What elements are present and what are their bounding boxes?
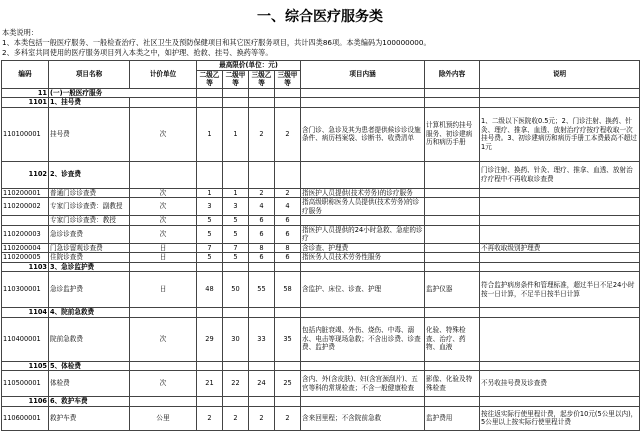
row-name: 1、挂号费 [49, 98, 130, 108]
table-row [2, 406, 640, 430]
row-price: 2 [249, 406, 275, 430]
row-code [2, 216, 49, 226]
row-content: 含门诊、急诊及其为患者提供候诊诊设施条件、病历档案袋、诊断书、收费清单 [301, 107, 425, 161]
table-row [2, 225, 640, 243]
row-name: 急诊监护费 [49, 272, 130, 308]
row-code: 1102 [2, 161, 49, 188]
table-row [2, 272, 640, 308]
row-code: 1106 [2, 397, 49, 407]
row-name: (一)一般医疗服务 [49, 88, 197, 98]
row-code: 1103 [2, 262, 49, 272]
row-name: 3、急诊监护费 [49, 262, 130, 272]
row-exclude: 监护费用 [425, 406, 480, 430]
table-row [2, 243, 640, 253]
row-price: 29 [197, 317, 223, 361]
row-price: 1 [197, 107, 223, 161]
row-code: 110100001 [2, 107, 49, 161]
row-code: 110600001 [2, 406, 49, 430]
row-price: 5 [197, 216, 223, 226]
table-row [2, 216, 640, 226]
row-name: 6、救护车费 [49, 397, 130, 407]
row-price: 35 [275, 317, 301, 361]
row-price: 5 [197, 253, 223, 263]
row-desc: 门诊注射、换药、针灸、理疗、推拿、血透、放射治疗疗程中不再收取诊查费 [480, 161, 640, 188]
row-desc: 不再收取级别护理费 [480, 243, 640, 253]
row-unit: 公里 [130, 406, 197, 430]
row-name: 挂号费 [49, 107, 130, 161]
row-code: 110500001 [2, 371, 49, 397]
header-desc: 说明 [480, 61, 640, 89]
row-code: 11 [2, 88, 49, 98]
row-code: 110300001 [2, 272, 49, 308]
row-code: 110200004 [2, 243, 49, 253]
notes-heading: 本类说明： [2, 28, 38, 37]
row-content: 含监护、床位、诊查、护理 [301, 272, 425, 308]
row-price: 24 [249, 371, 275, 397]
row-content: 包括内脏衰竭、外伤、烧伤、中毒、溺水、电击等现场急救；不含出诊费、诊查费、监护费 [301, 317, 425, 361]
row-price: 4 [275, 198, 301, 216]
section-row [2, 361, 640, 371]
row-code: 110200005 [2, 253, 49, 263]
row-price: 25 [275, 371, 301, 397]
header-unit: 计价单位 [130, 61, 197, 89]
category-row [2, 88, 640, 98]
table-row [2, 198, 640, 216]
row-code: 110200001 [2, 188, 49, 198]
row-desc: 符合监护病房条件和管理标准，超过半日不足24小时按一日计算，不足半日按半日计算 [480, 272, 640, 308]
row-price: 6 [275, 225, 301, 243]
row-price: 3 [197, 198, 223, 216]
table-row [2, 107, 640, 161]
header-grade: 三级乙等 [249, 70, 275, 88]
row-price: 2 [249, 107, 275, 161]
table-row [2, 317, 640, 361]
row-name: 急诊诊查费 [49, 225, 130, 243]
row-price: 4 [249, 198, 275, 216]
row-name: 专家门诊诊查费：教授 [49, 216, 130, 226]
row-price: 5 [223, 253, 249, 263]
row-price: 7 [223, 243, 249, 253]
row-code: 1104 [2, 308, 49, 318]
row-exclude: 化验、特殊检查、治疗、药物、血液 [425, 317, 480, 361]
row-price: 50 [223, 272, 249, 308]
row-price: 6 [275, 253, 301, 263]
row-desc: 1、二级以下医院收0.5元；2、门诊注射、换药、针灸、理疗、推拿、血透、放射治疗疗按疗程收取一次挂号费。3、初诊建病历和病历手册工本费最高不超过1元 [480, 107, 640, 161]
row-name: 专家门诊诊查费：副教授 [49, 198, 130, 216]
row-price: 8 [249, 243, 275, 253]
header-limit: 最高限价(单位：元) [197, 61, 301, 71]
table-row [2, 188, 640, 198]
row-code: 110200002 [2, 198, 49, 216]
row-price: 2 [197, 406, 223, 430]
row-price: 55 [249, 272, 275, 308]
row-content: 含来回里程；不含院前急救 [301, 406, 425, 430]
row-desc: 按往返实际行使里程计费，起步价10元(5公里以内)，5公里以上按实际行使里程计费 [480, 406, 640, 430]
row-price: 30 [223, 317, 249, 361]
row-name: 2、诊查费 [49, 161, 130, 188]
row-code: 110400001 [2, 317, 49, 361]
row-price: 8 [275, 243, 301, 253]
section-row [2, 308, 640, 318]
row-code: 1105 [2, 361, 49, 371]
row-price: 5 [197, 225, 223, 243]
row-content: 指医护人员提供的24小时急救、急症的诊疗 [301, 225, 425, 243]
notes-line-1: 1、本类包括一般医疗服务、一般检查治疗、社区卫生及预防保健项目和其它医疗服务项目，共计四类86项。本类编码为100000000。 [2, 38, 431, 47]
row-name: 救护车费 [49, 406, 130, 430]
section-row [2, 397, 640, 407]
row-name: 普通门诊诊查费 [49, 188, 130, 198]
row-price: 2 [275, 406, 301, 430]
row-price: 7 [197, 243, 223, 253]
row-exclude: 影像、化验及特殊检查 [425, 371, 480, 397]
row-content: 含内、外(含皮肤)、妇(含宫颈刮片)、五官等科的常规检查；不含一般健康检查 [301, 371, 425, 397]
category-notes [2, 28, 638, 58]
header-content: 项目内涵 [301, 61, 425, 89]
row-code: 1101 [2, 98, 49, 108]
row-price: 22 [223, 371, 249, 397]
row-price: 1 [223, 107, 249, 161]
row-name: 4、院前急救费 [49, 308, 130, 318]
table-row [2, 253, 640, 263]
row-unit: 次 [130, 225, 197, 243]
row-price: 6 [249, 216, 275, 226]
header-exclude: 除外内容 [425, 61, 480, 89]
section-row [2, 161, 640, 188]
row-price: 6 [249, 225, 275, 243]
row-price: 2 [275, 188, 301, 198]
fee-table [1, 60, 640, 431]
row-price: 6 [275, 216, 301, 226]
row-price: 1 [223, 188, 249, 198]
section-row [2, 98, 640, 108]
header-grade: 三级甲等 [275, 70, 301, 88]
row-content: 含诊查、护理费 [301, 243, 425, 253]
row-price: 2 [275, 107, 301, 161]
row-price: 48 [197, 272, 223, 308]
row-content: 指医护人员提供(技术劳务)的诊疗服务 [301, 188, 425, 198]
page-title: 一、综合医疗服务类 [257, 9, 383, 25]
row-unit: 日 [130, 243, 197, 253]
row-price: 5 [223, 216, 249, 226]
row-price: 2 [223, 406, 249, 430]
row-name: 住院诊查费 [49, 253, 130, 263]
header-grade: 二级甲等 [223, 70, 249, 88]
row-price: 58 [275, 272, 301, 308]
row-unit: 次 [130, 317, 197, 361]
row-unit: 日 [130, 253, 197, 263]
row-desc: 不另收挂号费及诊查费 [480, 371, 640, 397]
row-exclude: 计算机预约挂号服务、初诊建病历和病历手册 [425, 107, 480, 161]
row-price: 2 [249, 188, 275, 198]
row-exclude: 监护仪器 [425, 272, 480, 308]
row-name: 院前急救费 [49, 317, 130, 361]
row-price: 1 [197, 188, 223, 198]
row-unit: 次 [130, 371, 197, 397]
row-price: 21 [197, 371, 223, 397]
row-price: 6 [249, 253, 275, 263]
row-unit: 次 [130, 198, 197, 216]
row-content: 指医务人员技术劳务性服务 [301, 253, 425, 263]
row-unit: 次 [130, 216, 197, 226]
row-name: 5、体检费 [49, 361, 130, 371]
row-name: 体检费 [49, 371, 130, 397]
row-code: 110200003 [2, 225, 49, 243]
row-price: 33 [249, 317, 275, 361]
row-price: 3 [223, 198, 249, 216]
row-price: 5 [223, 225, 249, 243]
header-grade: 二级乙等 [197, 70, 223, 88]
row-name: 门急诊留观诊查费 [49, 243, 130, 253]
section-row [2, 262, 640, 272]
header-code: 编码 [2, 61, 49, 89]
row-content: 指高级职称医务人员提供(技术劳务)的诊疗服务 [301, 198, 425, 216]
notes-line-2: 2、多科室共同使用的医疗服务项目列入本类之中，如护理、抢救、挂号、换药等等。 [2, 48, 273, 57]
table-row [2, 371, 640, 397]
row-unit: 次 [130, 188, 197, 198]
header-name: 项目名称 [49, 61, 130, 89]
row-unit: 日 [130, 272, 197, 308]
row-unit: 次 [130, 107, 197, 161]
